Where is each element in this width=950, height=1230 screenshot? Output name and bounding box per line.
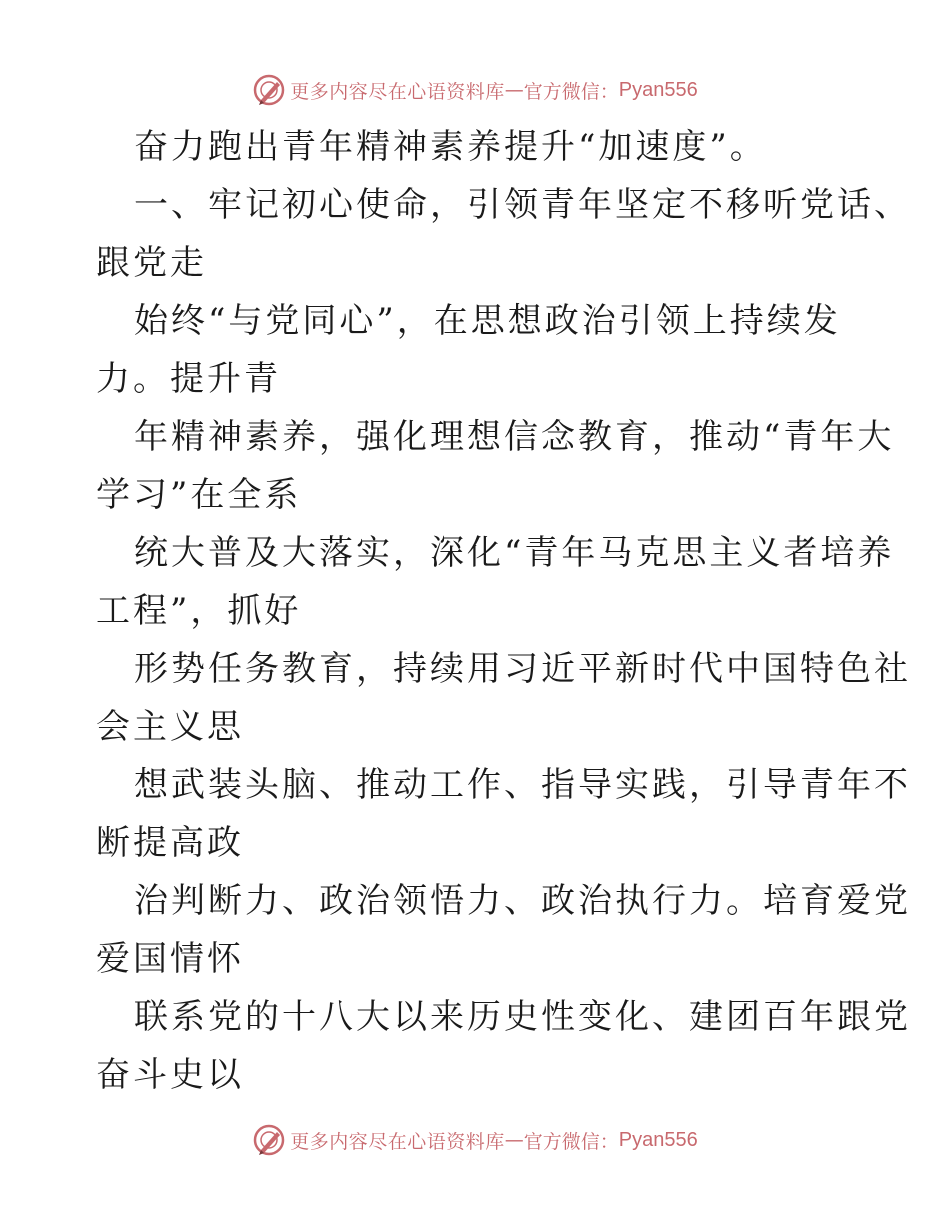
footer-wechat-id: Pyan556 bbox=[618, 1128, 698, 1151]
text-line: 力。提升青 bbox=[96, 359, 281, 399]
header-watermark-banner bbox=[0, 70, 950, 110]
text-line: 学习”在全系 bbox=[96, 475, 302, 515]
footer-site-text: 更多内容尽在心语资料库 bbox=[290, 1130, 505, 1153]
text-line: 工程”，抓好 bbox=[96, 591, 302, 631]
text-line: 始终“与党同心”，在思想政治引领上持续发 bbox=[134, 301, 841, 341]
text-line: 形势任务教育，持续用习近平新时代中国特色社 bbox=[134, 649, 911, 689]
text-line: 想武装头脑、推动工作、指导实践，引导青年不 bbox=[134, 765, 911, 805]
header-separator: — bbox=[504, 79, 524, 101]
header-site-text: 更多内容尽在心语资料库 bbox=[290, 80, 505, 103]
text-line: 爱国情怀 bbox=[96, 939, 244, 979]
header-wechat-id: Pyan556 bbox=[618, 78, 698, 101]
pen-circle-logo-icon bbox=[252, 1123, 286, 1157]
footer-separator: — bbox=[504, 1129, 524, 1151]
text-line: 断提高政 bbox=[96, 823, 244, 863]
footer-watermark-banner bbox=[0, 1120, 950, 1160]
text-line: 一、牢记初心使命，引领青年坚定不移听党话、 bbox=[134, 185, 911, 225]
text-line: 奋斗史以 bbox=[96, 1055, 244, 1095]
text-line: 联系党的十八大以来历史性变化、建团百年跟党 bbox=[134, 997, 911, 1037]
text-line: 会主义思 bbox=[96, 707, 244, 747]
footer-banner-content bbox=[252, 1123, 698, 1157]
text-line: 统大普及大落实，深化“青年马克思主义者培养 bbox=[134, 533, 895, 573]
header-banner-content bbox=[252, 73, 698, 107]
text-line: 年精神素养，强化理想信念教育，推动“青年大 bbox=[134, 417, 895, 457]
pen-circle-logo-icon bbox=[252, 73, 286, 107]
text-line: 跟党走 bbox=[96, 243, 207, 283]
footer-wechat-label: 官方微信： bbox=[523, 1130, 619, 1153]
header-wechat-label: 官方微信： bbox=[523, 80, 619, 103]
text-line: 奋力跑出青年精神素养提升“加速度”。 bbox=[134, 127, 767, 167]
document-body bbox=[96, 118, 911, 1104]
text-line: 治判断力、政治领悟力、政治执行力。培育爱党 bbox=[134, 881, 911, 921]
